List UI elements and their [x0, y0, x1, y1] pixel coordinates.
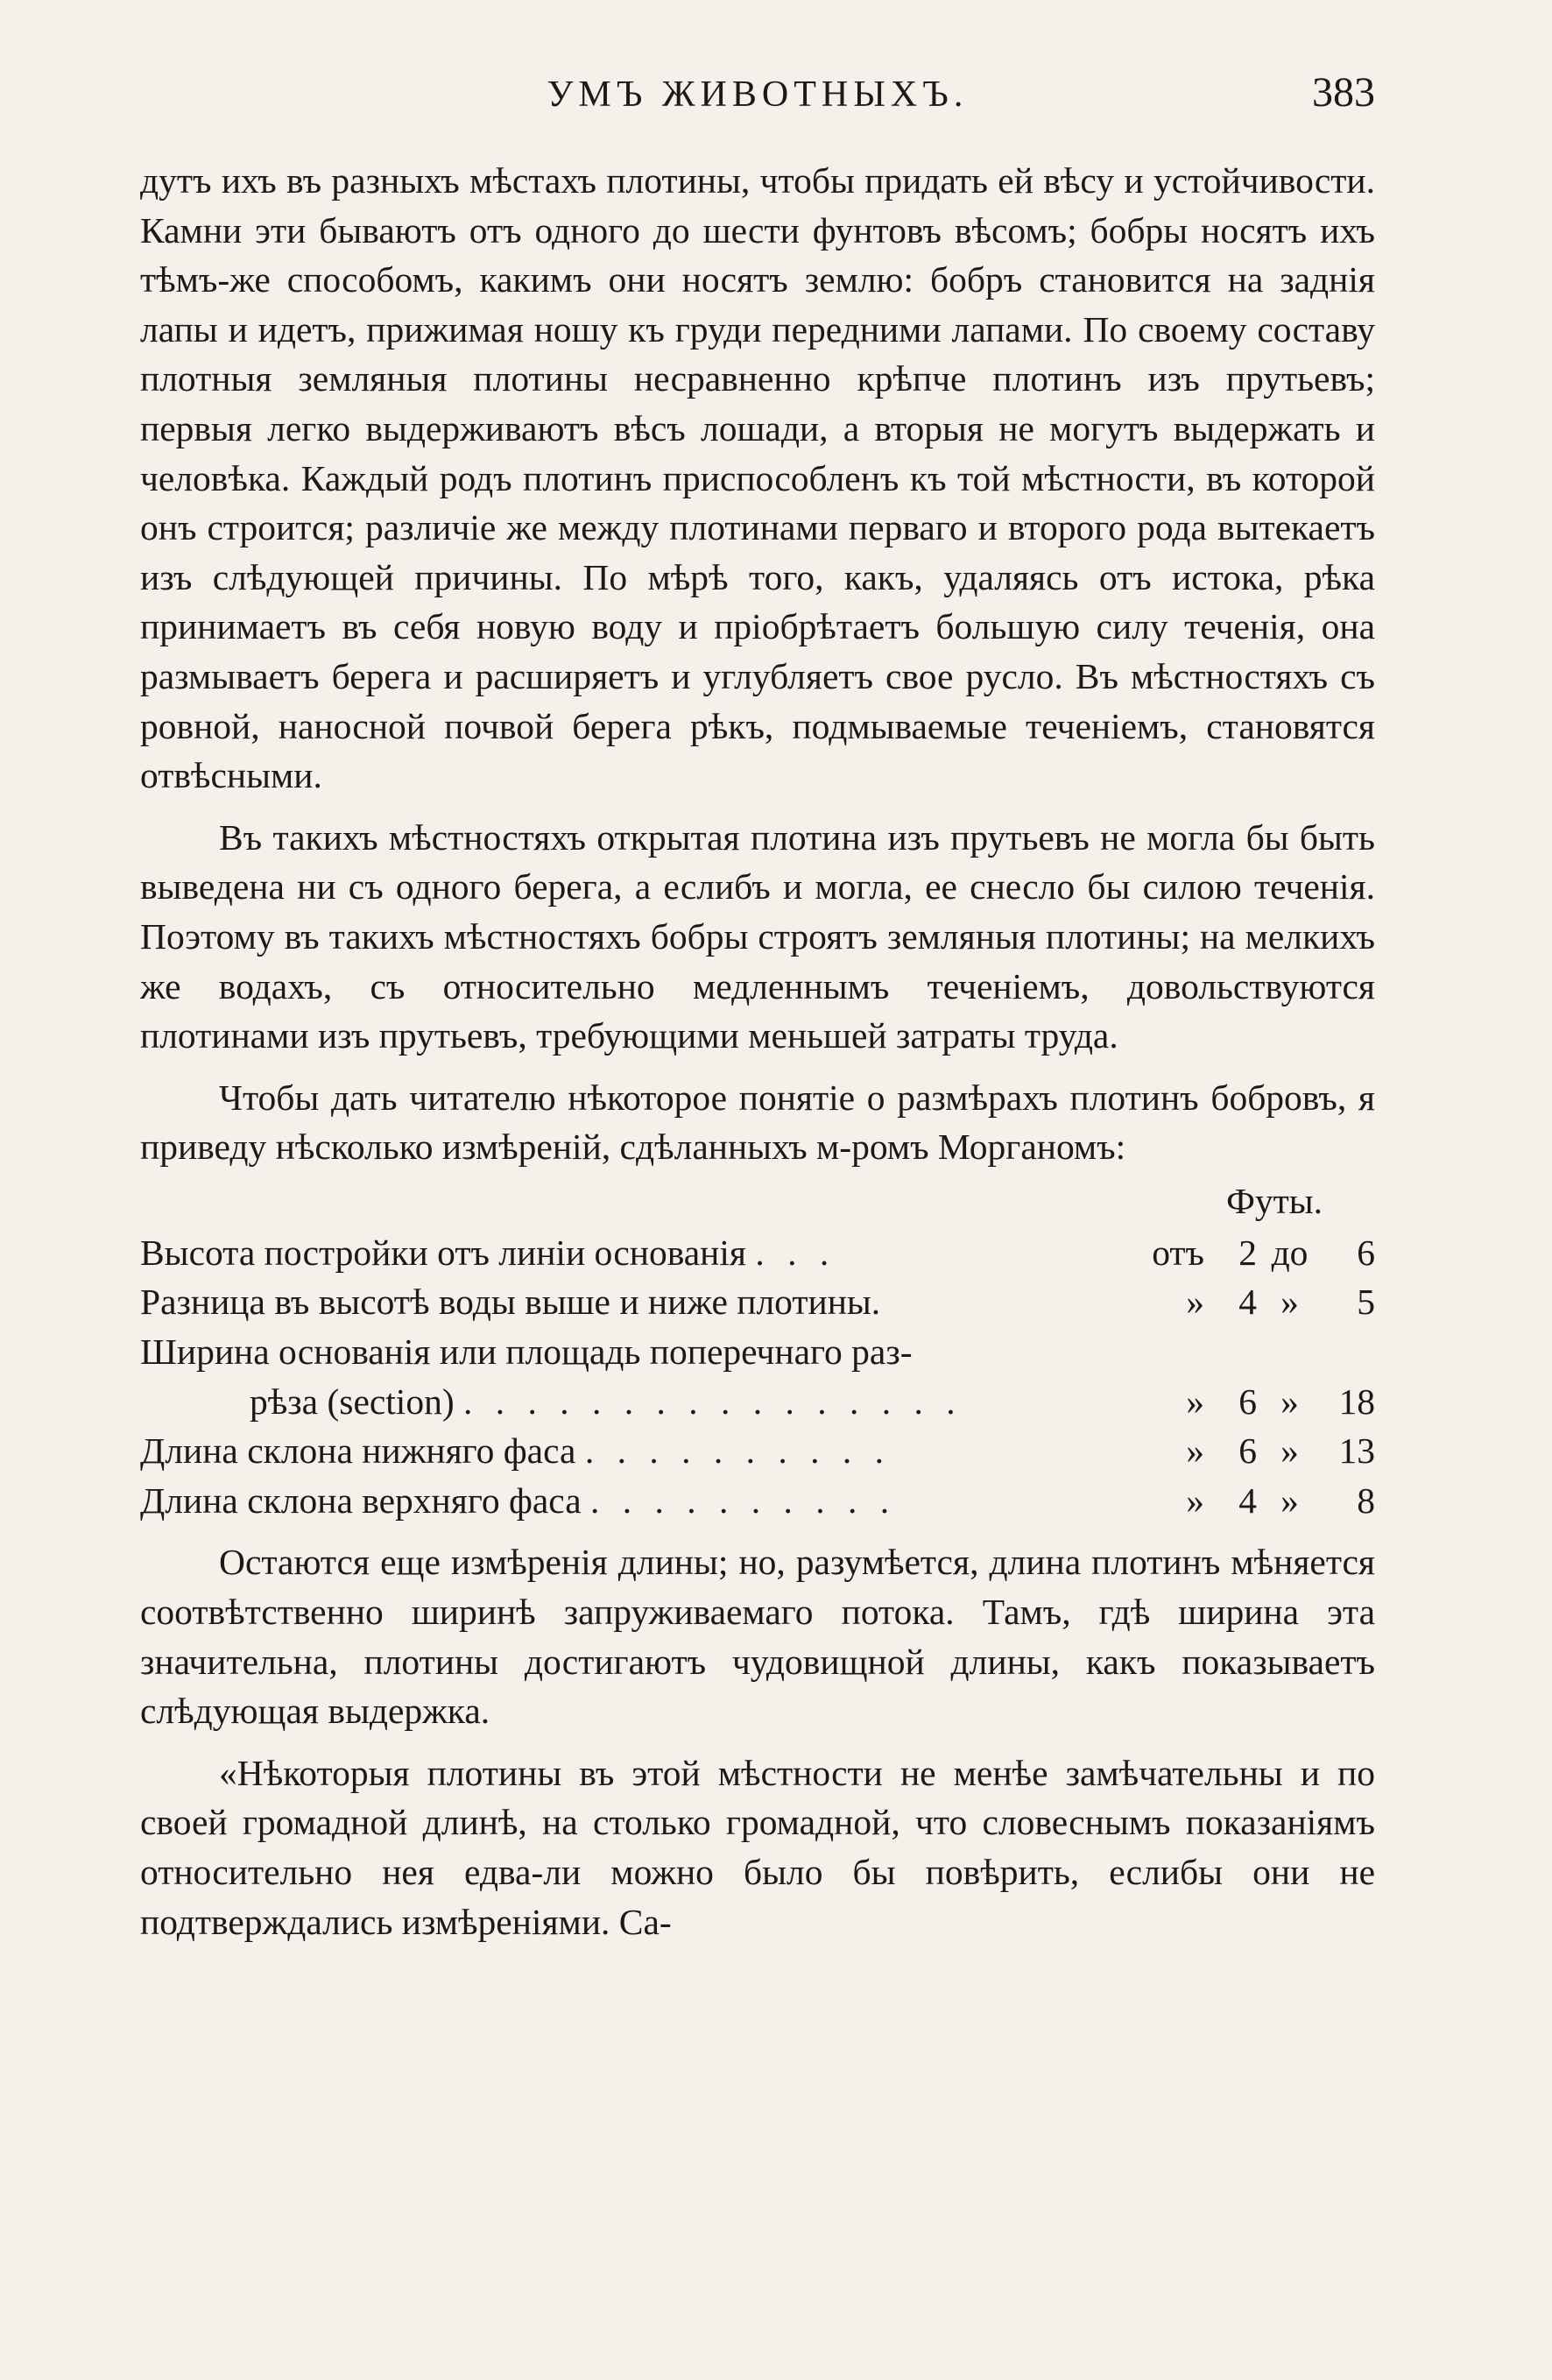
- paragraph-1: дутъ ихъ въ разныхъ мѣстахъ плотины, чтобы придать ей вѣсу и устойчивости. Камни эти бываютъ отъ одного до шести фунтовъ вѣсомъ; бобры носятъ ихъ тѣмъ-же способомъ, какимъ они носятъ землю: бобръ становится на заднія лапы и идетъ, прижимая ношу къ груди передними лапами. По своему составу плотныя земляныя плотины несравненно крѣпче плотинъ изъ прутьевъ; первыя легко выдерживаютъ вѣсъ лошади, а вторыя не могутъ выдержать и человѣка. Каждый родъ плотинъ приспособленъ къ той мѣстности, въ которой онъ строится; различіе же между плотинами перваго и второго рода вытекаетъ изъ слѣдующей причины. По мѣрѣ того, какъ, удаляясь отъ истока, рѣка принимаетъ въ себя новую воду и пріобрѣтаетъ большую силу теченія, она размываетъ берега и расширяетъ и углубляетъ свое русло. Въ мѣстностяхъ съ ровной, наносной почвой берега рѣкъ, подмываемые теченіемъ, становятся отвѣсными.: [140, 160, 1375, 796]
- table-row: [140, 1228, 1375, 1278]
- row-value-to: 5: [1357, 1282, 1375, 1323]
- row-separator: до: [1271, 1232, 1309, 1273]
- row-value-from: 6: [1238, 1430, 1257, 1472]
- table-row: [140, 1476, 1375, 1526]
- measurements-table: [140, 1174, 1375, 1526]
- row-value-from: 6: [1238, 1381, 1257, 1422]
- table-row: [140, 1426, 1375, 1476]
- row-value-to: 13: [1338, 1430, 1375, 1472]
- page-header: [140, 68, 1375, 121]
- unit-label: Футы.: [1226, 1180, 1323, 1221]
- body-text: [140, 156, 1375, 1946]
- page-number: 383: [1312, 69, 1375, 116]
- row-label: Высота постройки отъ линіи основанія . . .: [140, 1232, 836, 1273]
- row-label: Длина склона верхняго фаса . . . . . . . . . .: [140, 1480, 897, 1521]
- table-row: [140, 1377, 1375, 1427]
- row-separator: »: [1280, 1430, 1299, 1472]
- row-prefix: »: [1186, 1430, 1204, 1472]
- row-label: рѣза (section) . . . . . . . . . . . . . . . .: [250, 1381, 963, 1422]
- row-separator: »: [1280, 1381, 1299, 1422]
- row-value-to: 6: [1357, 1232, 1375, 1273]
- row-separator: »: [1280, 1282, 1299, 1323]
- table-row: [140, 1327, 1375, 1377]
- paragraph-3: Чтобы дать читателю нѣкоторое понятіе о размѣрахъ плотинъ бобровъ, я приведу нѣсколько измѣреній, сдѣланныхъ м-ромъ Морганомъ:: [140, 1077, 1375, 1168]
- row-prefix: отъ: [1152, 1232, 1204, 1273]
- row-label: Длина склона нижняго фаса . . . . . . . . . .: [140, 1430, 891, 1472]
- row-value-to: 18: [1338, 1381, 1375, 1422]
- row-prefix: »: [1186, 1480, 1204, 1521]
- row-value-from: 2: [1238, 1232, 1257, 1273]
- row-value-to: 8: [1357, 1480, 1375, 1521]
- running-title: УМЪ ЖИВОТНЫХЪ.: [547, 74, 969, 115]
- paragraph-4: Остаются еще измѣренія длины; но, разумѣется, длина плотинъ мѣняется соотвѣтственно ширинѣ запруживаемаго потока. Тамъ, гдѣ ширина эта значительна, плотины достигаютъ чудовищной длины, какъ показываетъ слѣдующая выдержка.: [140, 1542, 1375, 1732]
- paragraph-5: «Нѣкоторыя плотины въ этой мѣстности не менѣе замѣчательны и по своей громадной длинѣ, на столько громадной, что словеснымъ показаніямъ относительно нея едва-ли можно было бы повѣрить, еслибы они не подтверждались измѣреніями. Са-: [140, 1752, 1375, 1942]
- row-value-from: 4: [1238, 1480, 1257, 1521]
- table-row: [140, 1277, 1375, 1327]
- row-prefix: »: [1186, 1282, 1204, 1323]
- row-label: Ширина основанія или площадь поперечнаго раз-: [140, 1331, 913, 1373]
- row-prefix: »: [1186, 1381, 1204, 1422]
- row-separator: »: [1280, 1480, 1299, 1521]
- paragraph-2: Въ такихъ мѣстностяхъ открытая плотина изъ прутьевъ не могла бы быть выведена ни съ одного берега, а еслибъ и могла, ее снесло бы силою теченія. Поэтому въ такихъ мѣстностяхъ бобры строятъ земляныя плотины; на мелкихъ же водахъ, съ относительно медленнымъ теченіемъ, довольствуются плотинами изъ прутьевъ, требующими меньшей затраты труда.: [140, 816, 1375, 1056]
- row-label: Разница въ высотѣ воды выше и ниже плотины.: [140, 1282, 881, 1323]
- row-value-from: 4: [1238, 1282, 1257, 1323]
